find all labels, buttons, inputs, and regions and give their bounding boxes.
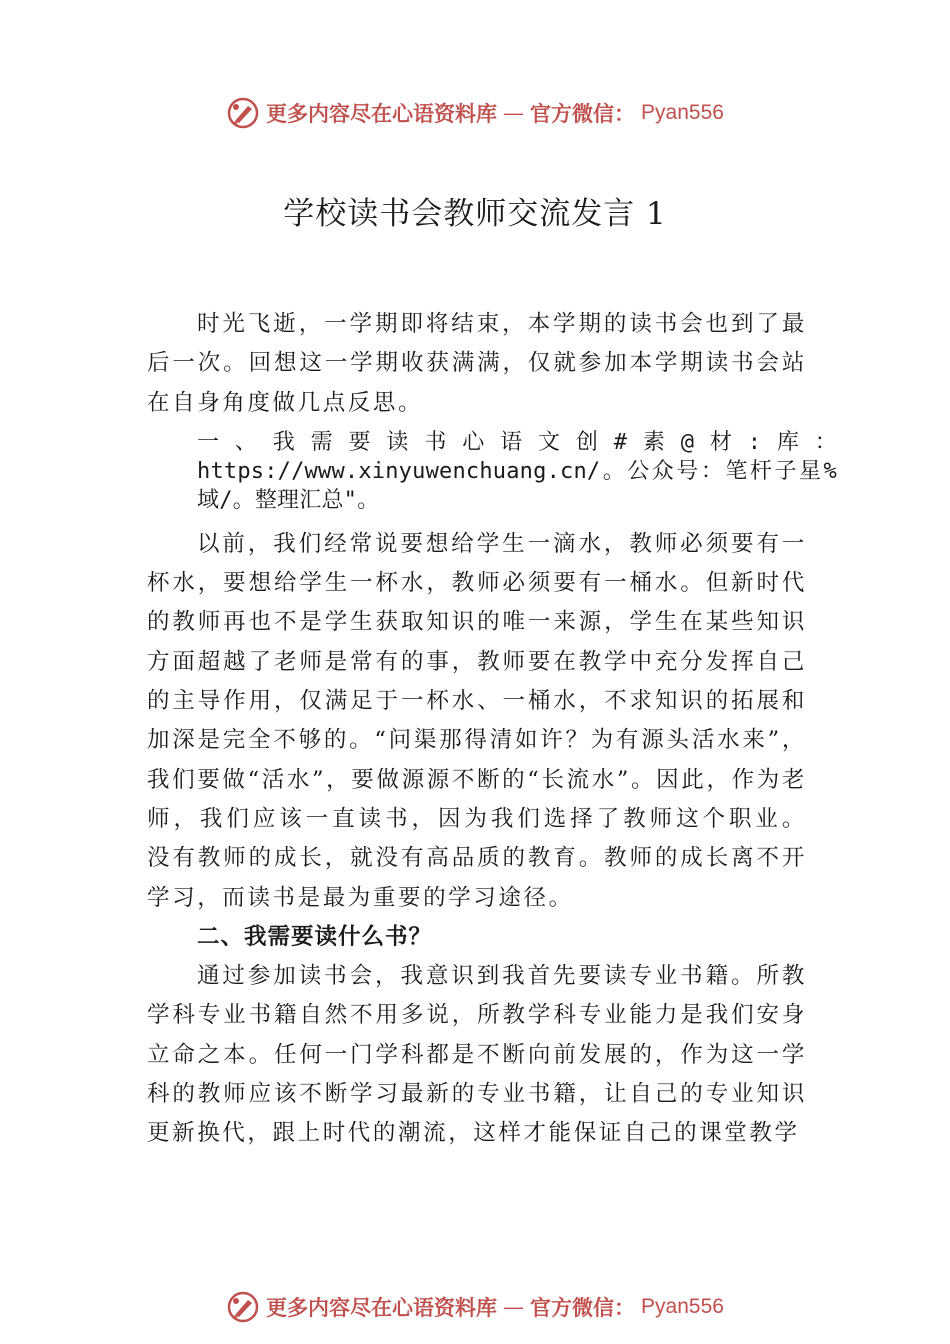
section-two-heading: 二、我需要读什么书？ [197,923,433,950]
banner-dash: — [503,1295,525,1319]
paragraph-section-one-heading: 一、我需要读书心语文创#素@材:库：https://www.xinyuwenchuang.cn/。公众号：笔杆子星%域/。整理汇总"。 [197,429,837,513]
paragraph-water-metaphor: 以前，我们经常说要想给学生一滴水，教师必须要有一杯水，要想给学生一杯水，教师必须要有一桶水。但新时代的教师再也不是学生获取知识的唯一来源，学生在某些知识方面超越了老师是常有的事，教师要在教学中充分发挥自己的主导作用，仅满足于一杯水、一桶水，不求知识的拓展和加深是完全不够的。“问渠那得清如许？为有源头活水来”，我们要做“活水”，要做源源不断的“长流水”。因此，作为老师，我们应该一直读书，因为我们选择了教师这个职业。 没有教师的成长，就没有高品质的教育。教师的成长离不开学习，而读书是最为重要的学习途径。 [147,530,807,911]
pen-nib-logo-icon [226,96,260,130]
pen-nib-logo-icon [226,1290,260,1324]
document-title: 学校读书会教师交流发言 1 [283,196,667,232]
paragraph-intro: 时光飞逝，一学期即将结束，本学期的读书会也到了最后一次。回想这一学期收获满满，仅就参加本学期读书会站在自身角度做几点反思。 [147,311,807,416]
banner-wechat-label: 官方微信： [530,102,636,126]
banner-dash: — [503,101,525,125]
banner-wechat-label: 官方微信： [530,1296,636,1320]
footer-banner [0,1290,950,1324]
banner-wechat-handle: Pyan556 [641,1295,724,1318]
document-body [147,305,837,1154]
banner-site-text: 更多内容尽在心语资料库 [266,1296,498,1320]
banner-site-text: 更多内容尽在心语资料库 [266,102,498,126]
banner-wechat-handle: Pyan556 [641,101,724,124]
header-banner [0,96,950,130]
paragraph-professional-books: 通过参加读书会，我意识到我首先要读专业书籍。所教学科专业书籍自然不用多说，所教学科专业能力是我们安身立命之本。任何一门学科都是不断向前发展的，作为这一学科的教师应该不断学习最新的专业书籍，让自己的专业知识更新换代，跟上时代的潮流，这样才能保证自己的课堂教学 [147,963,807,1147]
